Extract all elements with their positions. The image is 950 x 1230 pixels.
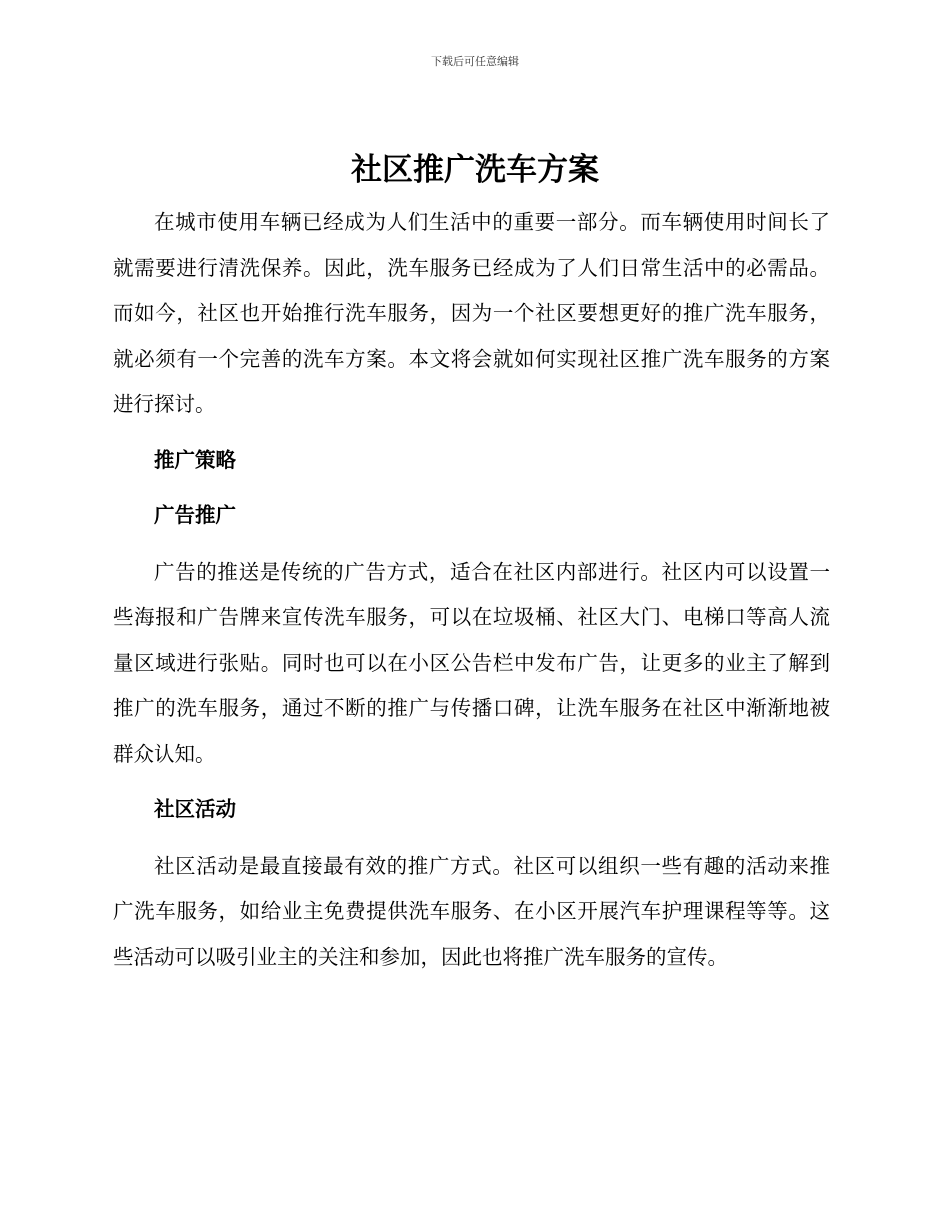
intro-paragraph: 在城市使用车辆已经成为人们生活中的重要一部分。而车辆使用时间长了就需要进行清洗保养。因此，洗车服务已经成为了人们日常生活中的必需品。而如今，社区也开始推行洗车服务，因为一个社区要想更好的推广洗车服务，就必须有一个完善的洗车方案。本文将会就如何实现社区推广洗车服务的方案进行探讨。 [113,210,830,416]
subsection-heading-ads: 广告推广 [154,503,236,527]
section-heading-strategy: 推广策略 [154,447,236,472]
subsection-body-events: 社区活动是最直接最有效的推广方式。社区可以组织一些有趣的活动来推广洗车服务，如给业主免费提供洗车服务、在小区开展汽车护理课程等等。这些活动可以吸引业主的关注和参加，因此也将推广洗车服务的宣传。 [113,853,830,969]
page-header-note: 下载后可任意编辑 [431,55,519,68]
document-title: 社区推广洗车方案 [351,152,599,188]
subsection-body-ads: 广告的推送是传统的广告方式，适合在社区内部进行。社区内可以设置一些海报和广告牌来宣传洗车服务，可以在垃圾桶、社区大门、电梯口等高人流量区域进行张贴。同时也可以在小区公告栏中发布广告，让更多的业主了解到推广的洗车服务，通过不断的推广与传播口碑，让洗车服务在社区中渐渐地被群众认知。 [113,559,830,766]
document-body [113,200,830,980]
subsection-heading-events: 社区活动 [154,797,236,821]
